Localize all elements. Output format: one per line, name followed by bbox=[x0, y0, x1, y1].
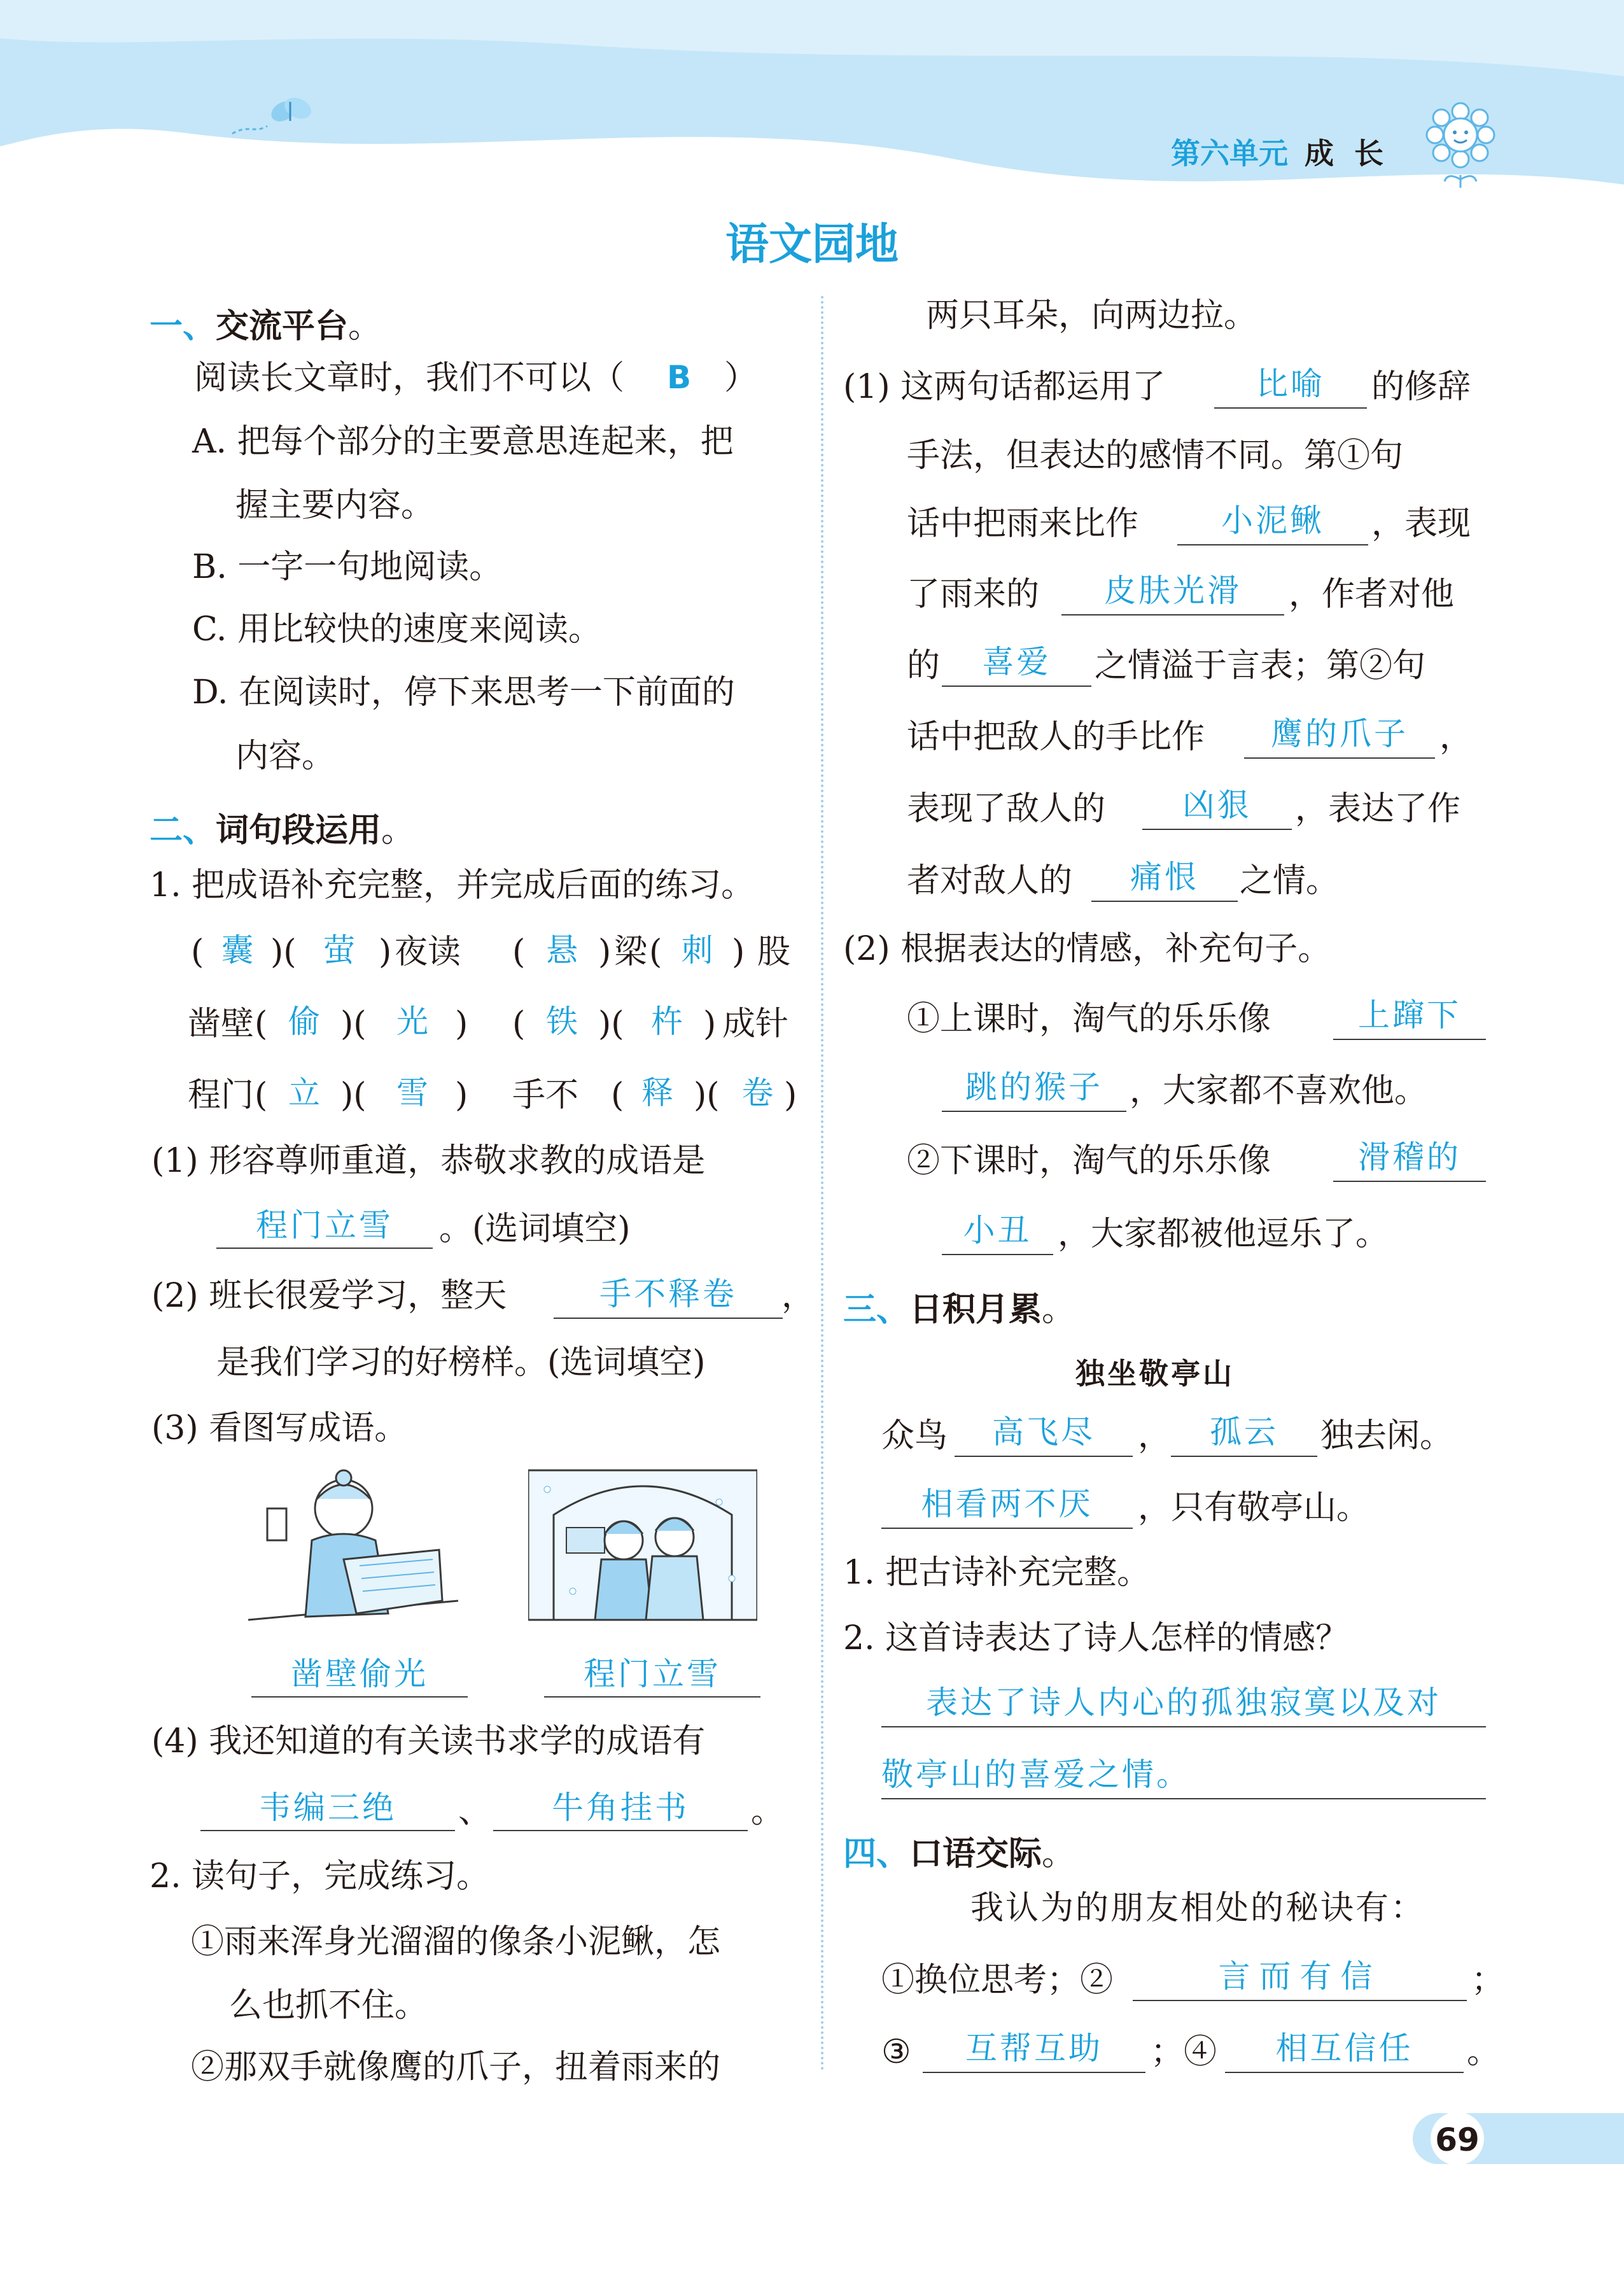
s2-q1-1: (1) 形容尊师重道，恭敬求教的成语是 bbox=[151, 1142, 706, 1180]
idiom-answer: 释 bbox=[641, 1074, 676, 1111]
column-divider bbox=[821, 296, 823, 2072]
part-1-line-2: 手法，但表达的感情不同。第①句 bbox=[907, 437, 1404, 475]
s3-answer-line-2: 敬亭山的喜爱之情。 bbox=[881, 1756, 1191, 1793]
sentence-2: ②那双手就像鹰的爪子，扭着雨来的 bbox=[191, 2048, 721, 2086]
answer-underline bbox=[1091, 901, 1238, 902]
answer-text: 跳的猴子 bbox=[965, 1069, 1103, 1106]
idiom-answer: 卷 bbox=[741, 1074, 776, 1111]
picture-1-answer: 凿壁偷光 bbox=[291, 1656, 428, 1692]
s4-answer-3: 互帮互助 bbox=[965, 2030, 1103, 2067]
idiom-answer: 杵 bbox=[651, 1003, 685, 1040]
s2-q1-2-cont: 是我们学习的好榜样。(选词填空) bbox=[216, 1344, 706, 1382]
idiom-answer: 雪 bbox=[396, 1074, 431, 1111]
poem-answer: 高飞尽 bbox=[992, 1414, 1095, 1451]
sentence-1: ①雨来浑身光溜溜的像条小泥鳅，怎 bbox=[191, 1923, 721, 1961]
s1-answer: B bbox=[667, 359, 692, 396]
answer-underline bbox=[1225, 2072, 1464, 2073]
answer-underline bbox=[1061, 614, 1284, 615]
part-2: (2) 根据表达的情感，补充句子。 bbox=[843, 930, 1331, 968]
sentence-2-cont: 两只耳朵，向两边拉。 bbox=[926, 297, 1257, 335]
answer-text: 小丑 bbox=[963, 1212, 1032, 1249]
part-1-line-5: 的 bbox=[907, 647, 941, 685]
s1-option-a: A. 把每个部分的主要意思连起来，把 bbox=[192, 423, 734, 461]
complete-2: ②下课时，淘气的乐乐像 bbox=[907, 1142, 1271, 1180]
answer-text: 牛角挂书 bbox=[552, 1789, 689, 1826]
idiom-text: 股 bbox=[757, 933, 791, 971]
answer-underline bbox=[1142, 829, 1292, 830]
answer-text: 凶狠 bbox=[1182, 787, 1252, 824]
answer-text: 滑稽的 bbox=[1358, 1139, 1461, 1176]
answer-underline bbox=[544, 1696, 760, 1698]
answer-underline bbox=[881, 1798, 1486, 1799]
answer-text: 手不释卷 bbox=[599, 1276, 737, 1312]
idiom-text: 梁 bbox=[614, 933, 648, 971]
idiom-text: 凿壁 bbox=[188, 1005, 255, 1043]
s4-intro: 我认为的朋友相处的秘诀有： bbox=[970, 1889, 1426, 1927]
answer-underline bbox=[200, 1830, 455, 1831]
idiom-answer: 铁 bbox=[546, 1003, 580, 1040]
s1-question-end: ） bbox=[724, 359, 758, 397]
answer-underline bbox=[881, 1528, 1133, 1529]
answer-underline bbox=[251, 1696, 468, 1698]
idiom-text: 手不 bbox=[512, 1076, 579, 1114]
sentence-1-cont: 么也抓不住。 bbox=[229, 1986, 428, 2025]
butterfly-icon bbox=[229, 89, 318, 140]
page-number: 69 bbox=[1435, 2121, 1480, 2158]
answer-underline bbox=[955, 1456, 1133, 1457]
picture-2-answer: 程门立雪 bbox=[584, 1656, 721, 1692]
answer-underline bbox=[942, 686, 1091, 687]
poem-title: 独坐敬亭山 bbox=[1075, 1356, 1235, 1391]
s1-option-c: C. 用比较快的速度来阅读。 bbox=[192, 610, 601, 649]
answer-underline bbox=[1333, 1181, 1486, 1182]
section-3-heading: 三、日积月累。 bbox=[843, 1291, 1075, 1329]
poem-answer: 孤云 bbox=[1210, 1414, 1278, 1451]
answer-text: 程门立雪 bbox=[256, 1207, 393, 1244]
answer-underline bbox=[1244, 757, 1435, 759]
s1-option-b: B. 一字一句地阅读。 bbox=[192, 548, 503, 586]
answer-text: 皮肤光滑 bbox=[1104, 572, 1242, 609]
answer-text: 喜爱 bbox=[982, 643, 1051, 680]
s4-answer-2: 言而有信 bbox=[1218, 1958, 1382, 1995]
part-1-line-1: (1) 这两句话都运用了 bbox=[843, 368, 1166, 406]
answer-text: 小泥鳅 bbox=[1221, 502, 1324, 539]
sunflower-icon bbox=[1419, 95, 1502, 191]
idiom-answer: 立 bbox=[288, 1074, 323, 1111]
section-1-heading: 一、交流平台。 bbox=[150, 307, 382, 346]
answer-underline bbox=[1177, 544, 1368, 545]
answer-text: 痛恨 bbox=[1130, 859, 1199, 896]
answer-text: 韦编三绝 bbox=[259, 1789, 396, 1826]
idiom-answer: 光 bbox=[396, 1003, 431, 1040]
s1-option-a-cont: 握主要内容。 bbox=[235, 486, 435, 524]
part-1-line-6: 话中把敌人的手比作 bbox=[907, 718, 1205, 756]
s3-q2: 2. 这首诗表达了诗人怎样的情感？ bbox=[843, 1619, 1349, 1657]
idiom-answer: 萤 bbox=[323, 932, 358, 969]
students-in-snow-illustration bbox=[528, 1464, 757, 1629]
s1-option-d-cont: 内容。 bbox=[235, 737, 335, 775]
part-1-line-4: 了雨来的 bbox=[907, 575, 1040, 614]
s2-q1-2: (2) 班长很爱学习，整天 bbox=[151, 1277, 507, 1315]
answer-underline bbox=[1171, 1456, 1317, 1457]
answer-underline bbox=[216, 1248, 433, 1249]
answer-underline bbox=[1133, 2000, 1467, 2001]
s2-q2: 2. 读句子，完成练习。 bbox=[150, 1857, 490, 1895]
idiom-answer: 悬 bbox=[546, 932, 580, 969]
idiom-text: 夜读 bbox=[395, 933, 461, 971]
answer-underline bbox=[554, 1318, 783, 1319]
s4-answer-4: 相互信任 bbox=[1275, 2030, 1413, 2067]
answer-text: 鹰的爪子 bbox=[1271, 715, 1408, 752]
poem-answer: 相看两不厌 bbox=[921, 1486, 1093, 1522]
page-title: 语文园地 bbox=[725, 220, 899, 270]
answer-underline bbox=[942, 1254, 1053, 1255]
s3-q1: 1. 把古诗补充完整。 bbox=[843, 1554, 1151, 1592]
idiom-answer: 囊 bbox=[221, 932, 256, 969]
s3-answer-line-1: 表达了诗人内心的孤独寂寞以及对 bbox=[926, 1684, 1441, 1721]
s2-q1-1-end: 。(选词填空) bbox=[439, 1210, 631, 1248]
answer-underline bbox=[881, 1726, 1486, 1727]
part-1-line-3: 话中把雨来比作 bbox=[907, 505, 1139, 543]
complete-1: ①上课时，淘气的乐乐像 bbox=[907, 1000, 1271, 1038]
answer-underline bbox=[1333, 1039, 1486, 1040]
s2-q1-4: (4) 我还知道的有关读书求学的成语有 bbox=[151, 1722, 706, 1761]
idiom-answer: 刺 bbox=[681, 932, 716, 969]
answer-text: 上蹿下 bbox=[1358, 997, 1461, 1034]
s2-q1: 1. 把成语补充完整，并完成后面的练习。 bbox=[150, 866, 755, 904]
s1-question: 阅读长文章时，我们不可以（ bbox=[194, 359, 625, 397]
answer-underline bbox=[923, 2072, 1145, 2073]
answer-underline bbox=[942, 1111, 1126, 1112]
answer-underline bbox=[1214, 407, 1367, 409]
section-4-heading: 四、口语交际。 bbox=[843, 1835, 1075, 1873]
s2-q1-3: (3) 看图写成语。 bbox=[151, 1409, 408, 1447]
boy-reading-scroll-illustration bbox=[248, 1464, 458, 1629]
unit-title: 成 长 bbox=[1305, 136, 1384, 171]
unit-label: 第六单元 bbox=[1171, 136, 1288, 171]
part-1-line-7: 表现了敌人的 bbox=[907, 790, 1106, 828]
s1-option-d: D. 在阅读时，停下来思考一下前面的 bbox=[192, 673, 735, 712]
idiom-text: 成针 bbox=[722, 1005, 789, 1043]
answer-underline bbox=[493, 1830, 748, 1831]
answer-text: 比喻 bbox=[1256, 365, 1325, 402]
idiom-text: 程门 bbox=[188, 1076, 255, 1114]
idiom-answer: 偷 bbox=[288, 1003, 323, 1040]
section-2-heading: 二、词句段运用。 bbox=[150, 812, 415, 850]
part-1-line-8: 者对敌人的 bbox=[907, 862, 1073, 900]
